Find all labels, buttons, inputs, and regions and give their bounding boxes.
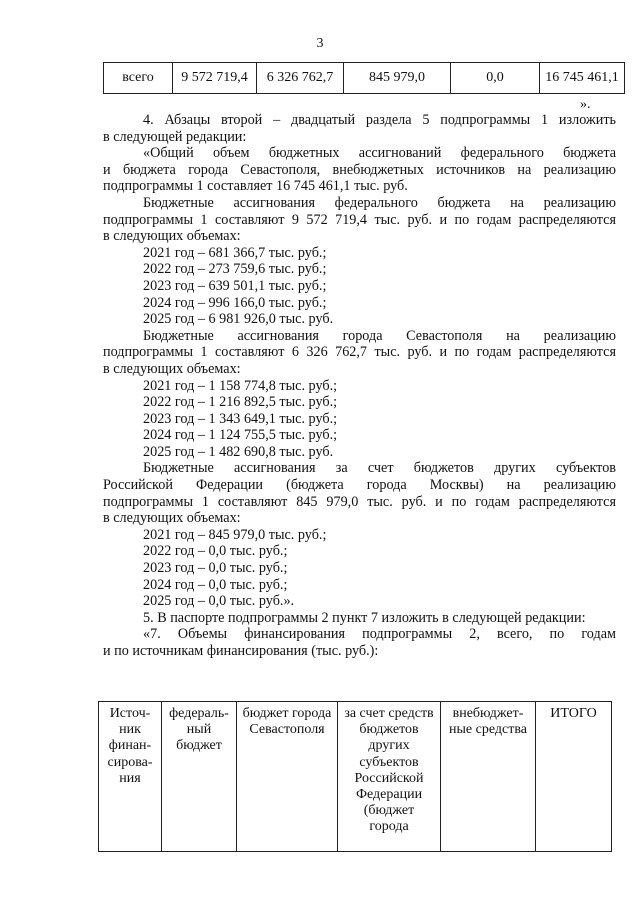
page-number: 3 <box>316 36 324 51</box>
other-year-line: 2021 год – 845 979,0 тыс. руб.; <box>143 526 327 543</box>
header-cell-source: Источ- ник финан- сирова- ния <box>99 702 162 852</box>
totals-offbudget-cell: 0,0 <box>451 63 540 94</box>
federal-paragraph: подпрограммы 1 составляют 9 572 719,4 тыс. руб. и по годам распределяются <box>103 211 616 228</box>
totals-sum-cell: 16 745 461,1 <box>540 63 625 94</box>
totals-city-cell: 6 326 762,7 <box>257 63 344 94</box>
financing-table <box>98 701 612 852</box>
item4-text: в следующей редакции: <box>103 128 247 145</box>
federal-paragraph: Бюджетные ассигнования федерального бюджета на реализацию <box>143 194 616 211</box>
total-paragraph: и бюджета города Севастополя, внебюджетных источников на реализацию <box>103 161 616 178</box>
federal-year-line: 2022 год – 273 759,6 тыс. руб.; <box>143 261 327 278</box>
federal-paragraph: в следующих объемах: <box>103 228 241 245</box>
totals-other-cell: 845 979,0 <box>344 63 451 94</box>
city-paragraph: подпрограммы 1 составляют 6 326 762,7 тыс. руб. и по годам распределяются <box>103 344 616 361</box>
city-year-line: 2024 год – 1 124 755,5 тыс. руб.; <box>143 427 338 444</box>
city-paragraph: Бюджетные ассигнования города Севастополя на реализацию <box>143 327 616 344</box>
financing-header-row <box>99 702 612 852</box>
header-cell-city: бюджет города Севастополя <box>237 702 338 852</box>
federal-year-line: 2021 год – 681 366,7 тыс. руб.; <box>143 244 327 261</box>
federal-year-line: 2024 год – 996 166,0 тыс. руб.; <box>143 294 327 311</box>
totals-row <box>104 63 625 94</box>
other-paragraph: Бюджетные ассигнования за счет бюджетов других субъектов <box>143 460 616 477</box>
header-cell-total: ИТОГО <box>536 702 612 852</box>
city-year-line: 2021 год – 1 158 774,8 тыс. руб.; <box>143 377 338 394</box>
other-year-line: 2022 год – 0,0 тыс. руб.; <box>143 543 288 560</box>
city-year-line: 2022 год – 1 216 892,5 тыс. руб.; <box>143 394 338 411</box>
item5-quote: «7. Объемы финансирования подпрограммы 2, всего, по годам <box>143 626 616 643</box>
header-cell-other: за счет средств бюджетов других субъектов Российской Федерации (бюджет города <box>338 702 441 852</box>
other-year-line: 2023 год – 0,0 тыс. руб.; <box>143 560 288 577</box>
item4-text: 4. Абзацы второй – двадцатый раздела 5 подпрограммы 1 изложить <box>143 112 616 128</box>
header-cell-offbudget: внебюджет- ные средства <box>441 702 536 852</box>
other-paragraph: Российской Федерации (бюджета города Москвы) на реализацию <box>103 477 616 494</box>
other-year-line: 2024 год – 0,0 тыс. руб.; <box>143 576 288 593</box>
total-paragraph: «Общий объем бюджетных ассигнований федерального бюджета <box>143 145 616 162</box>
federal-year-line: 2023 год – 639 501,1 тыс. руб.; <box>143 277 327 294</box>
city-year-line: 2023 год – 1 343 649,1 тыс. руб.; <box>143 410 338 427</box>
city-paragraph: в следующих объемах: <box>103 360 241 377</box>
totals-table <box>103 62 625 94</box>
city-year-line: 2025 год – 1 482 690,8 тыс. руб. <box>143 443 334 460</box>
total-paragraph: подпрограммы 1 составляет 16 745 461,1 тыс. руб. <box>103 178 408 195</box>
other-paragraph: подпрограммы 1 составляют 845 979,0 тыс. руб. и по годам распределяются <box>103 493 616 510</box>
document-body <box>103 112 616 660</box>
other-paragraph: в следующих объемах: <box>103 510 241 527</box>
other-year-line: 2025 год – 0,0 тыс. руб.». <box>143 593 295 610</box>
header-cell-federal: федераль- ный бюджет <box>162 702 237 852</box>
item5-quote: и по источникам финансирования (тыс. руб.): <box>103 643 379 659</box>
totals-federal-cell: 9 572 719,4 <box>173 63 257 94</box>
federal-year-line: 2025 год – 6 981 926,0 тыс. руб. <box>143 311 334 328</box>
closing-quote: ». <box>580 97 591 112</box>
totals-label-cell: всего <box>104 63 173 94</box>
item5-text: 5. В паспорте подпрограммы 2 пункт 7 изложить в следующей редакции: <box>143 609 586 626</box>
